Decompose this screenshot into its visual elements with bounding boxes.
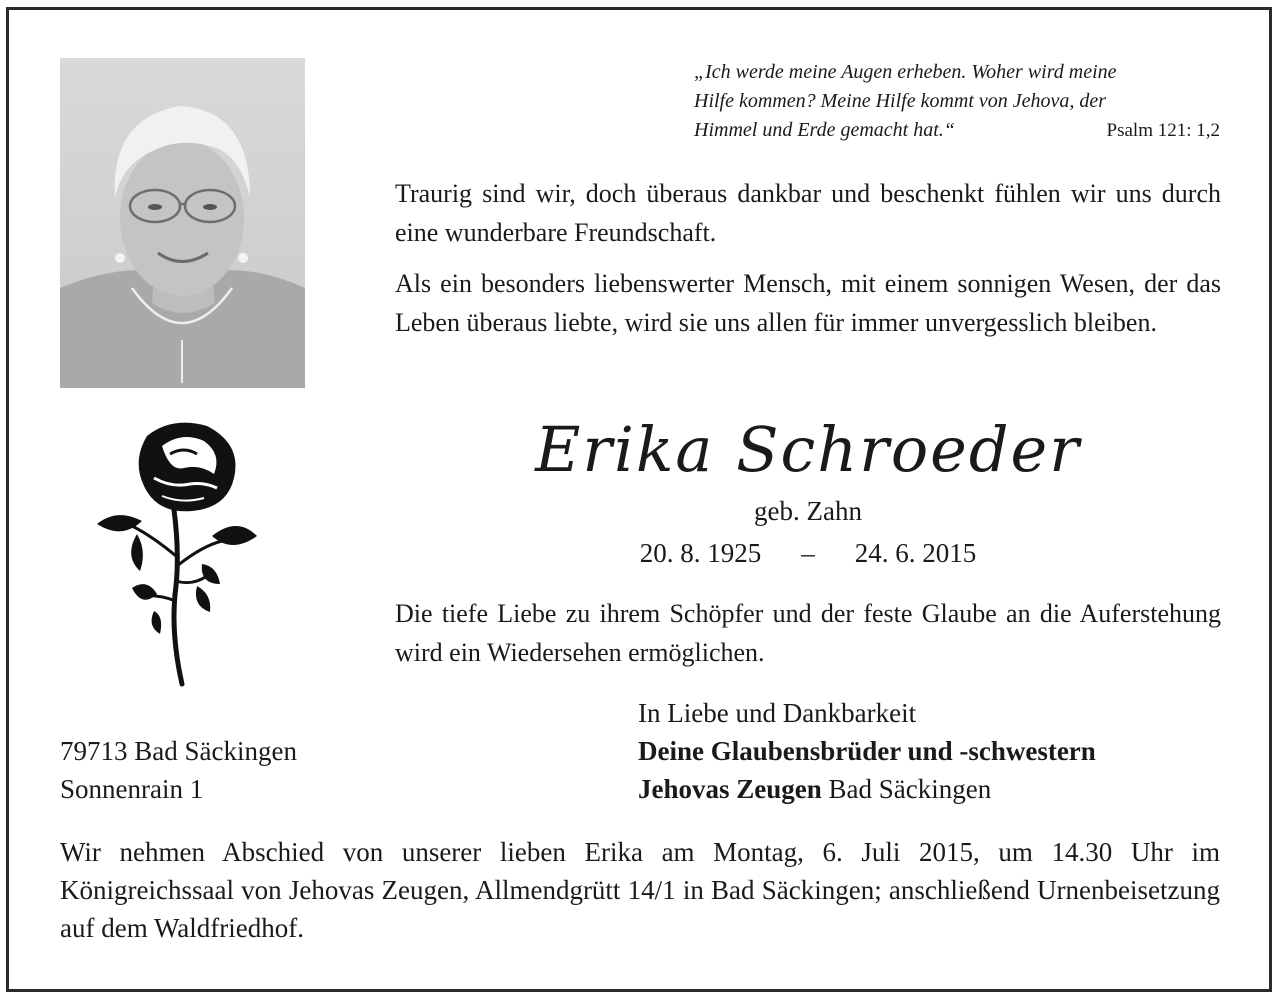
life-dates [395, 534, 1221, 572]
death-date: 24. 6. 2015 [854, 538, 977, 568]
intro-paragraph-1: Traurig sind wir, doch überaus dankbar und beschenkt fühlen wir uns durch eine wunderbare Freundschaft. [395, 179, 1221, 247]
address-street: Sonnenrain 1 [60, 774, 204, 804]
rose-icon [92, 416, 262, 688]
portrait-photo [60, 58, 305, 388]
deceased-name: Erika Schroeder [535, 413, 1081, 486]
bible-quote [694, 58, 1220, 145]
signoff-location: Bad Säckingen [821, 774, 992, 804]
address-city: 79713 Bad Säckingen [60, 736, 297, 766]
signoff-line-2 [638, 732, 1096, 770]
quote-line-2: Hilfe kommen? Meine Hilfe kommt von Jehova, der [694, 90, 1107, 112]
birth-name: geb. Zahn [754, 496, 862, 526]
signoff-congregation: Deine Glaubensbrüder und -schwestern [638, 736, 1096, 766]
signoff-line-1: In Liebe und Dankbarkeit [638, 698, 917, 728]
birth-date: 20. 8. 1925 [639, 538, 762, 568]
quote-reference: Psalm 121: 1,2 [1106, 120, 1220, 141]
intro-paragraph-2: Als ein besonders liebenswerter Mensch, mit einem sonnigen Wesen, der das Leben überaus liebte, wird sie uns allen für immer unvergesslich bleiben. [395, 269, 1221, 337]
faith-paragraph: Die tiefe Liebe zu ihrem Schöpfer und der feste Glaube an die Auferstehung wird ein Wiedersehen ermöglichen. [395, 599, 1221, 667]
signoff-org: Jehovas Zeugen [638, 774, 822, 804]
farewell-paragraph: Wir nehmen Abschied von unserer lieben Erika am Montag, 6. Juli 2015, um 14.30 Uhr im Königreichssaal von Jehovas Zeugen, Allmendgrütt 14/1 in Bad Säckingen; anschließend Urnenbeisetzung auf dem Waldfriedhof. [60, 837, 1220, 943]
date-dash: – [801, 538, 815, 568]
quote-line-3: Himmel und Erde gemacht hat.“ [694, 119, 955, 141]
quote-line-1: „Ich werde meine Augen erheben. Woher wird meine [694, 61, 1117, 83]
signoff-line-3 [638, 770, 991, 808]
